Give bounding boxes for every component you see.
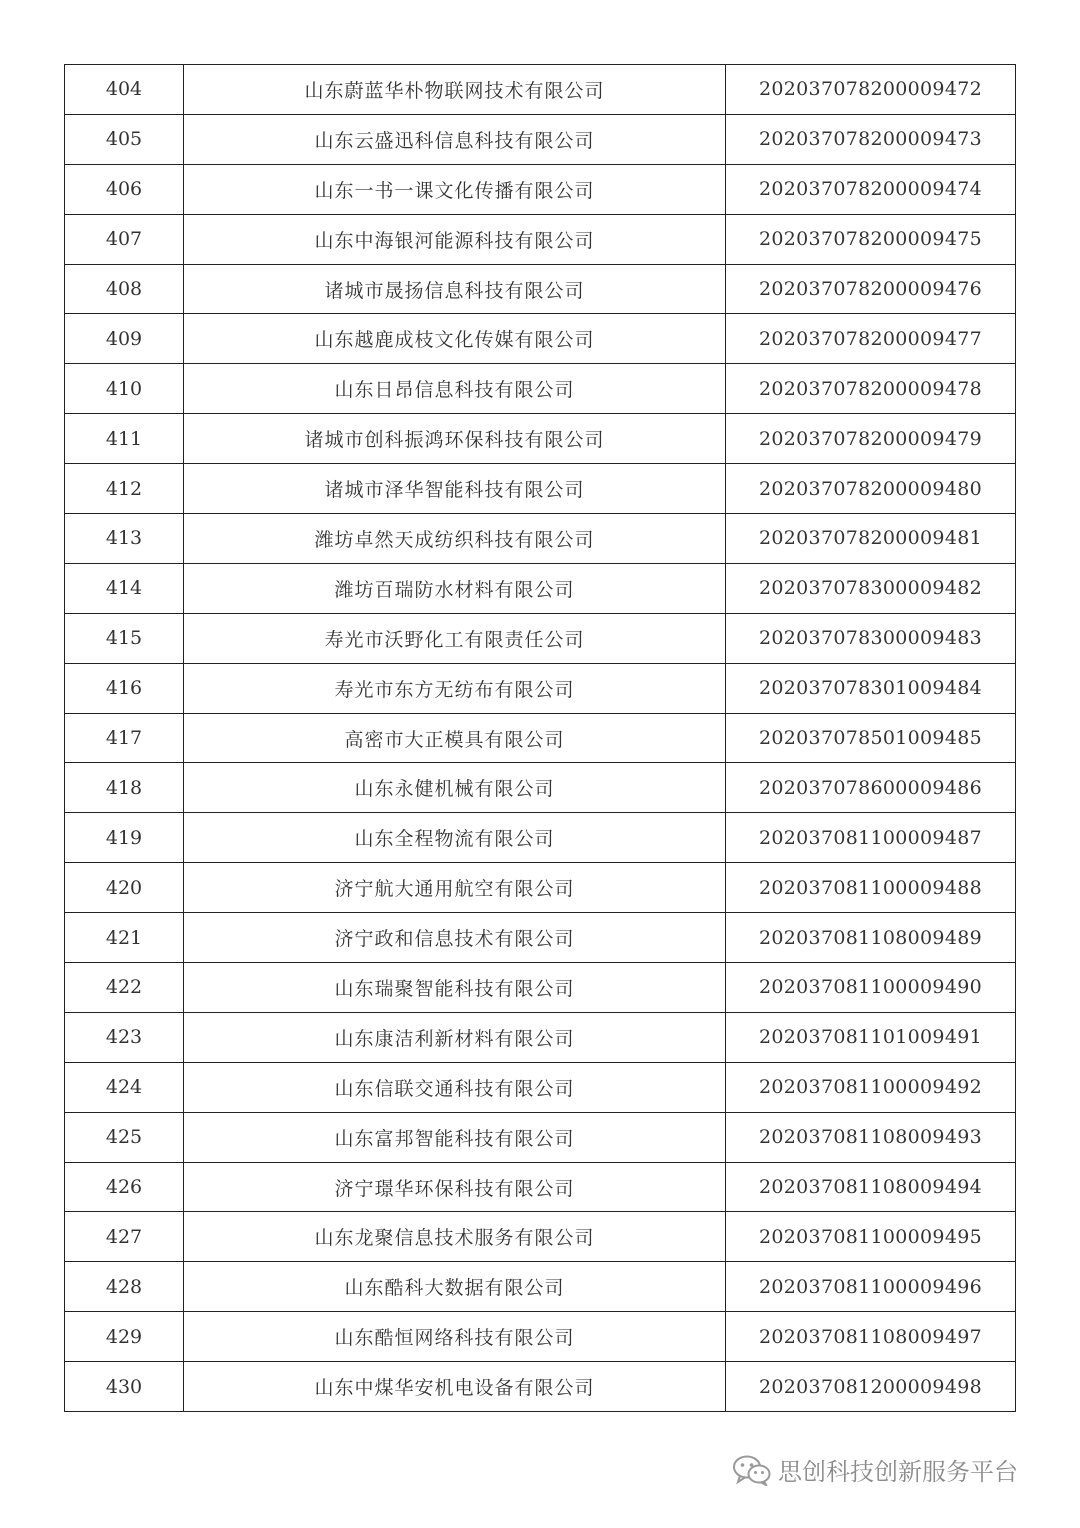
registration-code: 202037081100009488 [726,863,1016,913]
row-number: 430 [65,1362,184,1412]
registration-code: 202037078200009472 [726,65,1016,115]
row-number: 426 [65,1162,184,1212]
table-body [65,65,1016,1412]
registration-code: 202037078301009484 [726,663,1016,713]
registration-code: 202037078200009473 [726,114,1016,164]
table-row [65,1312,1016,1362]
table-row [65,563,1016,613]
company-name: 山东瑞聚智能科技有限公司 [184,963,726,1013]
table-row [65,1162,1016,1212]
row-number: 423 [65,1012,184,1062]
table-row [65,613,1016,663]
registration-code: 202037078300009483 [726,613,1016,663]
registration-code: 202037078200009477 [726,314,1016,364]
company-name: 山东酷恒网络科技有限公司 [184,1312,726,1362]
row-number: 424 [65,1062,184,1112]
row-number: 404 [65,65,184,115]
company-name: 济宁政和信息技术有限公司 [184,913,726,963]
company-name: 诸城市泽华智能科技有限公司 [184,464,726,514]
registration-code: 202037078200009475 [726,214,1016,264]
registration-code: 202037078200009481 [726,514,1016,564]
row-number: 421 [65,913,184,963]
row-number: 425 [65,1112,184,1162]
company-name: 山东龙聚信息技术服务有限公司 [184,1212,726,1262]
company-name: 山东中煤华安机电设备有限公司 [184,1362,726,1412]
table-row [65,314,1016,364]
company-name: 山东富邦智能科技有限公司 [184,1112,726,1162]
registration-code: 202037078300009482 [726,563,1016,613]
row-number: 417 [65,713,184,763]
company-name: 济宁璟华环保科技有限公司 [184,1162,726,1212]
row-number: 408 [65,264,184,314]
row-number: 420 [65,863,184,913]
table-row [65,214,1016,264]
row-number: 406 [65,164,184,214]
row-number: 409 [65,314,184,364]
table-row [65,1212,1016,1262]
company-name: 山东中海银河能源科技有限公司 [184,214,726,264]
table-row [65,813,1016,863]
table-row [65,863,1016,913]
company-name: 诸城市创科振鸿环保科技有限公司 [184,414,726,464]
table-row [65,1362,1016,1412]
registration-code: 202037081108009497 [726,1312,1016,1362]
row-number: 427 [65,1212,184,1262]
company-name: 山东蔚蓝华朴物联网技术有限公司 [184,65,726,115]
table-row [65,1012,1016,1062]
table-row [65,763,1016,813]
registration-code: 202037081108009489 [726,913,1016,963]
registration-code: 202037081200009498 [726,1362,1016,1412]
company-name: 寿光市东方无纺布有限公司 [184,663,726,713]
table-row [65,164,1016,214]
registration-code: 202037081100009490 [726,963,1016,1013]
table-row [65,464,1016,514]
row-number: 414 [65,563,184,613]
table-row [65,114,1016,164]
row-number: 410 [65,364,184,414]
registration-code: 202037078200009478 [726,364,1016,414]
registration-code: 202037081101009491 [726,1012,1016,1062]
row-number: 418 [65,763,184,813]
row-number: 412 [65,464,184,514]
table-row [65,514,1016,564]
row-number: 405 [65,114,184,164]
company-name: 寿光市沃野化工有限责任公司 [184,613,726,663]
company-table [64,64,1016,1412]
company-name: 山东信联交通科技有限公司 [184,1062,726,1112]
company-name: 山东全程物流有限公司 [184,813,726,863]
row-number: 413 [65,514,184,564]
company-name: 山东永健机械有限公司 [184,763,726,813]
registration-code: 202037078200009476 [726,264,1016,314]
row-number: 428 [65,1262,184,1312]
company-name: 诸城市晟扬信息科技有限公司 [184,264,726,314]
company-name: 济宁航大通用航空有限公司 [184,863,726,913]
row-number: 419 [65,813,184,863]
registration-code: 202037081100009487 [726,813,1016,863]
watermark [732,1452,1018,1487]
company-name: 山东康洁利新材料有限公司 [184,1012,726,1062]
table-row [65,364,1016,414]
company-name: 山东云盛迅科信息科技有限公司 [184,114,726,164]
table-row [65,713,1016,763]
row-number: 422 [65,963,184,1013]
row-number: 416 [65,663,184,713]
registration-code: 202037081100009496 [726,1262,1016,1312]
table-row [65,414,1016,464]
registration-code: 202037078501009485 [726,713,1016,763]
registration-code: 202037081108009494 [726,1162,1016,1212]
table-row [65,963,1016,1013]
registration-code: 202037078200009480 [726,464,1016,514]
company-name: 山东日昂信息科技有限公司 [184,364,726,414]
registration-code: 202037078200009479 [726,414,1016,464]
company-name: 山东越鹿成枝文化传媒有限公司 [184,314,726,364]
registration-code: 202037081100009495 [726,1212,1016,1262]
table-row [65,663,1016,713]
company-name: 潍坊卓然天成纺织科技有限公司 [184,514,726,564]
registration-code: 202037078600009486 [726,763,1016,813]
registration-code: 202037081108009493 [726,1112,1016,1162]
company-name: 山东一书一课文化传播有限公司 [184,164,726,214]
table-row [65,1262,1016,1312]
company-name: 潍坊百瑞防水材料有限公司 [184,563,726,613]
registration-code: 202037078200009474 [726,164,1016,214]
row-number: 407 [65,214,184,264]
table-row [65,65,1016,115]
row-number: 429 [65,1312,184,1362]
table-row [65,913,1016,963]
table-row [65,1062,1016,1112]
company-name: 山东酷科大数据有限公司 [184,1262,726,1312]
table-row [65,1112,1016,1162]
table-row [65,264,1016,314]
wechat-icon [732,1454,772,1486]
row-number: 411 [65,414,184,464]
watermark-text: 思创科技创新服务平台 [778,1458,1018,1486]
registration-code: 202037081100009492 [726,1062,1016,1112]
company-name: 高密市大正模具有限公司 [184,713,726,763]
row-number: 415 [65,613,184,663]
